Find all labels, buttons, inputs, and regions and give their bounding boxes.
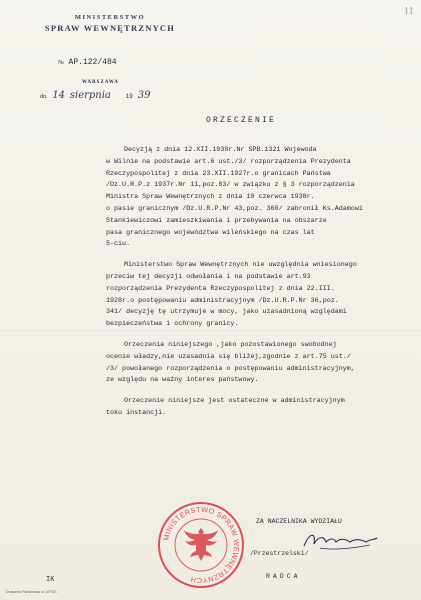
body-line: 5-ciu. <box>106 240 131 249</box>
body-line: 1928r.o postępowaniu administracyjnym /Dz.U.R.P.Nr 36,poz. <box>106 296 339 305</box>
document-heading: ORZECZENIE <box>206 116 277 125</box>
letterhead-line1: MINISTERSTWO <box>74 14 146 21</box>
body-line: Rzeczypospolitej z dnia 23.XII.1927r.o granicach Państwa <box>106 169 331 178</box>
body-line: o pasie granicznym /Dz.U.R.P.Nr 43,poz. 360/ zabronił Ks.Adamowi <box>106 204 363 213</box>
printer-note: Drukarnia Państwowa nr 107921 <box>6 590 57 594</box>
official-stamp <box>156 500 246 590</box>
date-day: 14 <box>52 90 66 101</box>
eagle-emblem-icon <box>184 528 218 561</box>
body-line: 341/ decyzję tę utrzymuje w mocy, jako uzasadnioną względami <box>106 308 347 317</box>
body-line: ocenie władzy,nie uzasadnia się bliżej,zgodnie z art.75 ust./ <box>106 352 351 361</box>
signatory-name: /Przestrzelski/ <box>250 550 309 557</box>
body-line: Orzeczenie niniejsze jest ostateczne w administracyjnym <box>124 397 345 406</box>
body-paragraph <box>106 396 396 420</box>
body-line: Stankiewiczowi zamieszkiwania i przebywania na obszarze <box>106 216 327 225</box>
body-paragraph <box>106 340 396 387</box>
body-line: toku instancji. <box>106 408 167 417</box>
signatory-title: RADCA <box>266 573 301 580</box>
reference-prefix: № <box>58 60 64 66</box>
date-year-suffix: 39 <box>137 90 151 101</box>
body-line: Decyzją z dnia 12.XII.1938r.Nr SPB.1321 Wojewoda <box>124 146 317 154</box>
body-line: przeciw tej decyzji odwołania i na podstawie art.93 <box>106 272 311 281</box>
body-line: bezpieczeństwa i ochrony granicy. <box>106 320 239 329</box>
typist-initials: IK <box>46 576 55 584</box>
archive-number: 11 <box>404 6 414 17</box>
letterhead-line2: SPRAW WEWNĘTRZNYCH <box>44 23 176 33</box>
reference-value: AP.122/484 <box>68 58 117 67</box>
document-body <box>106 145 396 429</box>
body-line: w Wilnie na podstawie art.6 ust./3/ rozporządzenia Prezydenta <box>106 157 351 166</box>
body-line: /3/ powołanego rozporządzenia o postępowaniu administracyjnym, <box>106 364 355 373</box>
date-year-prefix: 19 <box>125 93 133 100</box>
body-line: Ministra Spraw Wewnętrznych z dnia 10 czerwca 1938r. <box>106 193 315 202</box>
signature-for-line: ZA NACZELNIKA WYDZIAŁU <box>256 518 342 525</box>
body-line: Ministerstwo Spraw Wewnętrznych nie uwzględnia wniesionego <box>124 261 357 270</box>
place-name: WARSZAWA <box>82 80 119 85</box>
reference-number <box>58 58 117 67</box>
date-month: sierpnia <box>69 90 111 101</box>
date-prefix: dn. <box>40 94 48 100</box>
document-date <box>40 90 150 101</box>
body-line: rozporządzenia Prezydenta Rzeczypospolitej z dnia 22.III. <box>106 284 335 293</box>
stamp-text: MINISTERSTWO SPRAW WEWNĘTRZNYCH <box>161 504 242 586</box>
body-line: /Dz.U.R.P.z 1937r.Nr 11,poz.83/ w związku z § 3 rozporządzenia <box>106 181 355 190</box>
body-line: ze względu na ważny interes państwowy. <box>106 376 259 385</box>
body-paragraph <box>106 260 396 331</box>
body-line: pasa granicznego województwa wileńskiego na czas lat <box>106 228 315 237</box>
handwritten-signature <box>300 530 380 552</box>
letterhead <box>20 14 200 33</box>
body-paragraph <box>106 145 396 251</box>
body-line: Orzeczenia niniejszego ,jako pozostawionego swobodnej <box>124 340 337 349</box>
